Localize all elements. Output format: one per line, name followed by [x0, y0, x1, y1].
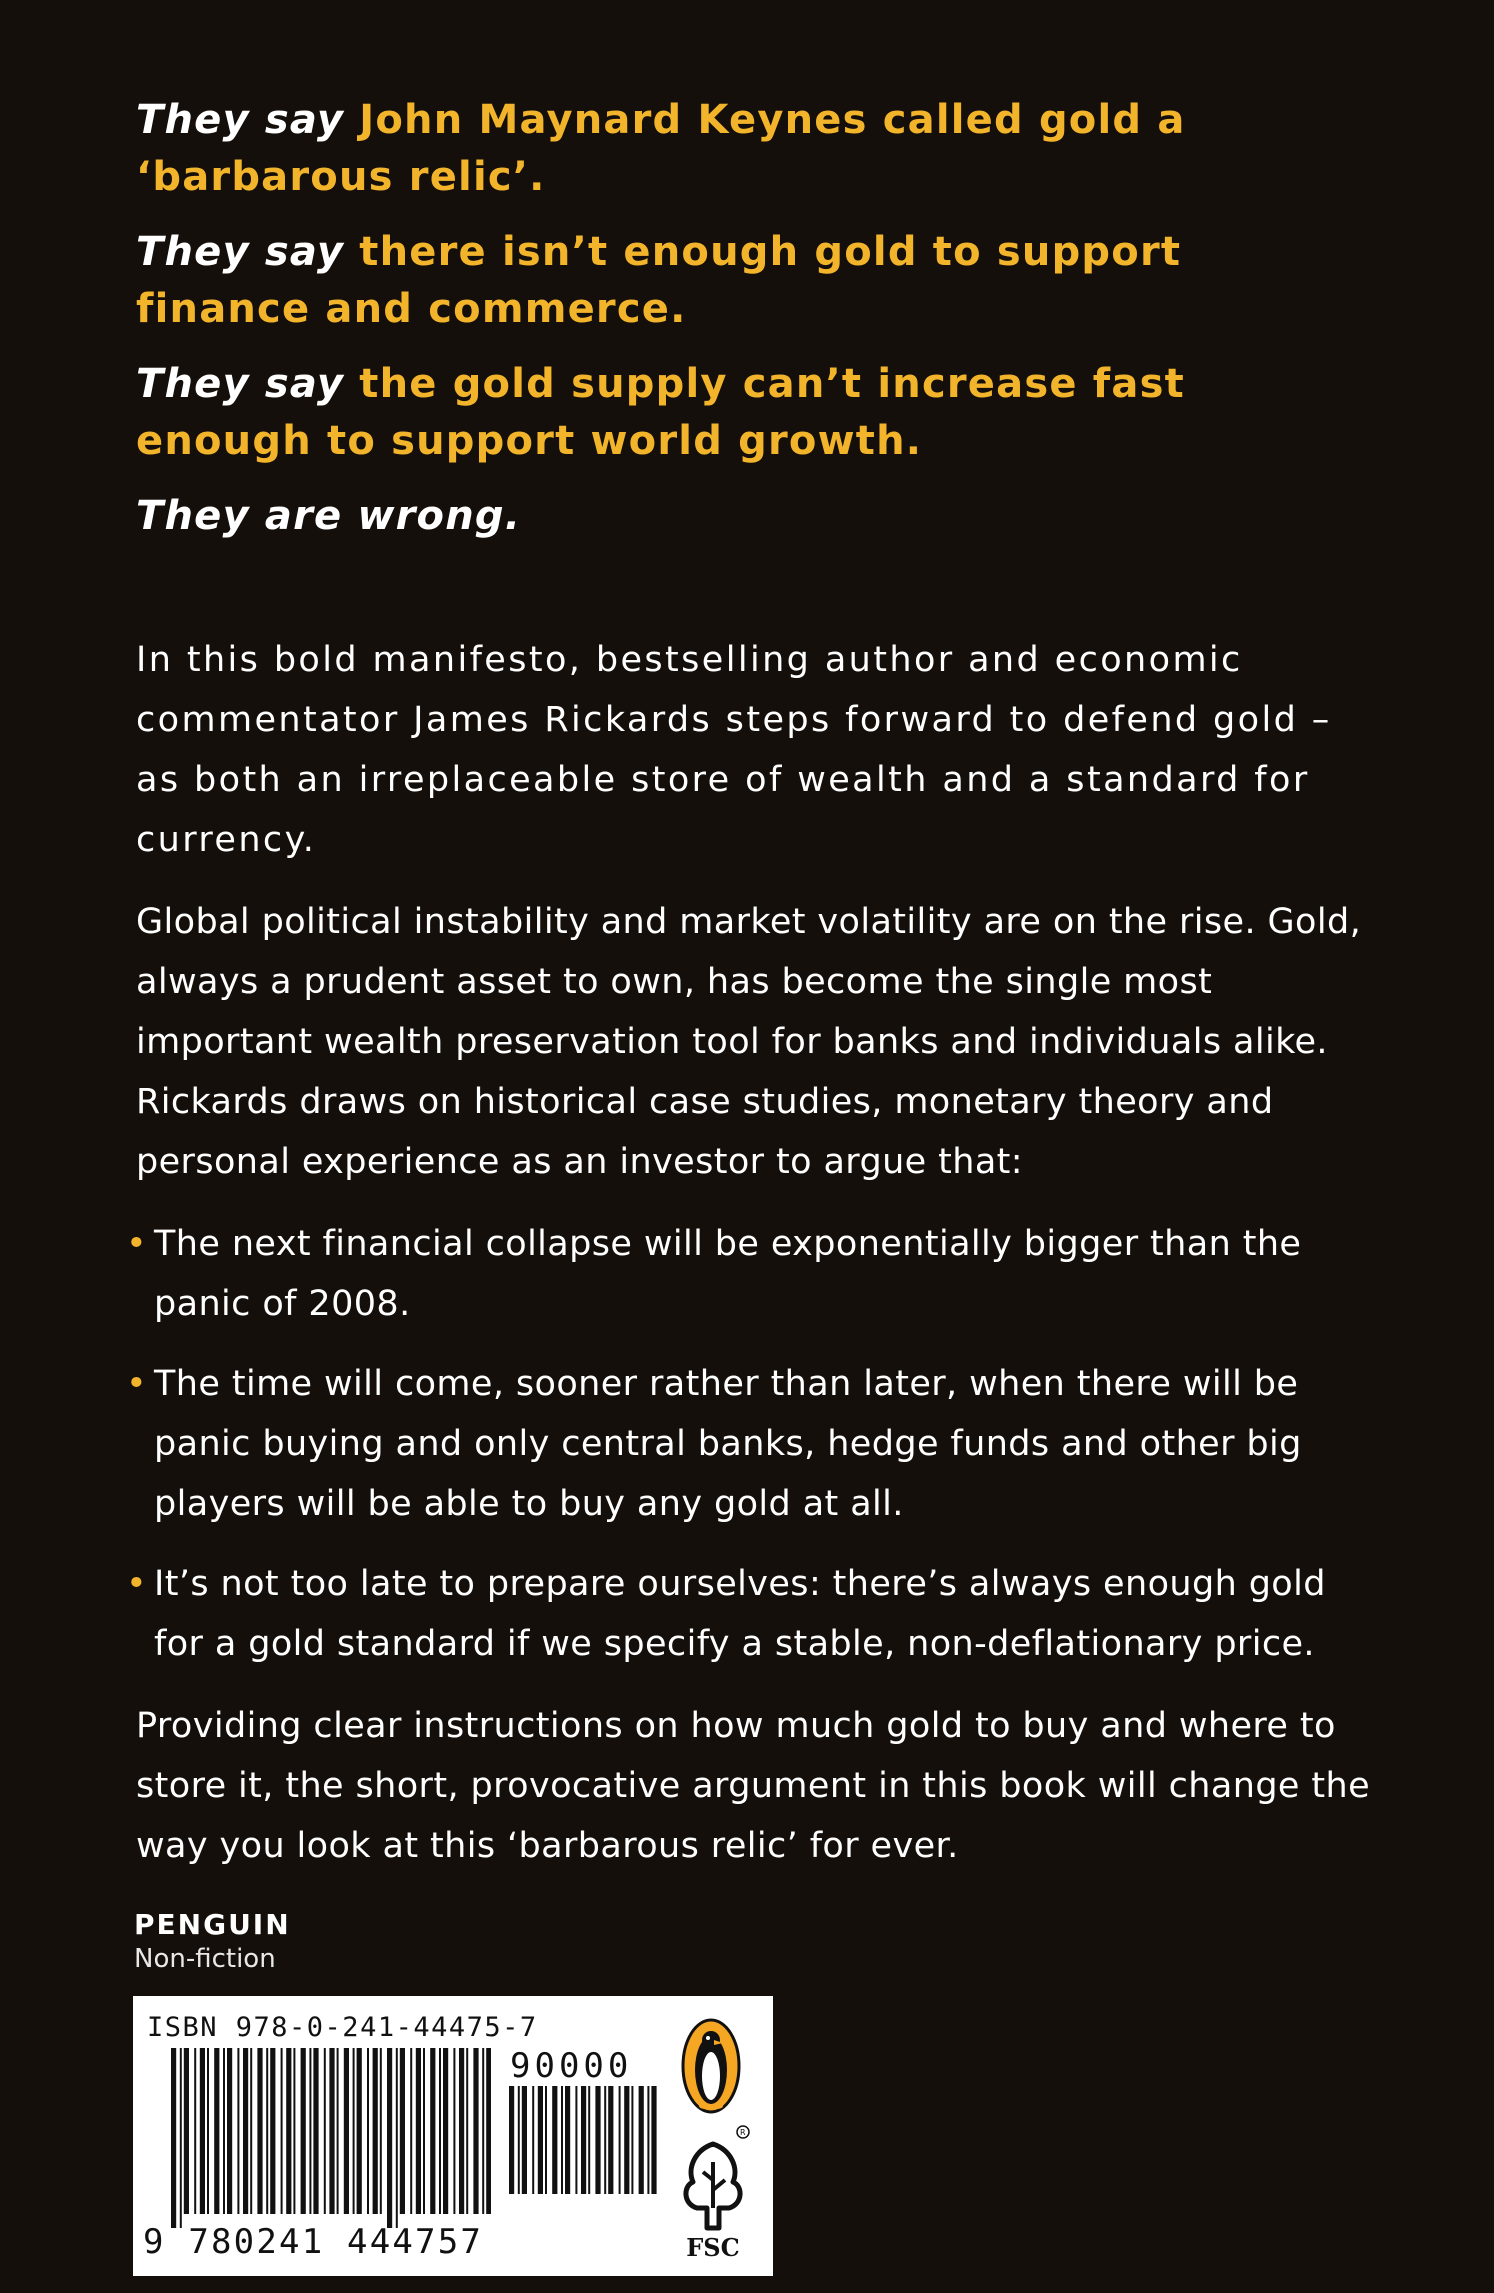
quote-3: They say the gold supply can’t increase fast enough to support world growth.: [136, 361, 1185, 464]
bullet-dot-icon: •: [126, 1564, 148, 1604]
barcode-bar: [380, 2048, 382, 2214]
svg-text:R: R: [740, 2128, 746, 2137]
barcode-bar: [482, 2048, 484, 2214]
context-paragraph: Global political instability and market volatility are on the rise. Gold, always a prudent asset to own, has become the single most important wealth preservation tool for banks and individuals alike. Rickards draws on historical case studies, monetary theory and personal experience as an investor to argue that:: [136, 902, 1362, 1182]
list-item: • The next financial collapse will be exponentially bigger than the panic of 2008.: [136, 1214, 1372, 1334]
barcode-bar: [619, 2086, 621, 2194]
barcode-bar: [647, 2086, 649, 2194]
barcode-bar: [430, 2048, 435, 2214]
list-item: • The time will come, sooner rather than later, when there will be panic buying and only central banks, hedge funds and other big players will be able to buy any gold at all.: [136, 1354, 1372, 1534]
barcode-bar: [184, 2048, 189, 2214]
barcode-bar: [344, 2048, 349, 2214]
barcode-bar: [565, 2086, 570, 2194]
barcode-panel: [133, 1996, 773, 2276]
barcode-bar: [443, 2048, 448, 2214]
outro-paragraph: Providing clear instructions on how much gold to buy and where to store it, the short, provocative argument in this book will change the way you look at this ‘barbarous relic’ for ever.: [136, 1706, 1371, 1866]
barcode-bar: [373, 2048, 378, 2214]
barcode-bar: [639, 2086, 644, 2194]
closing-line: They are wrong.: [136, 493, 522, 539]
barcode-bar: [509, 2086, 514, 2194]
ean-digits: 9 780241 444757: [143, 2222, 484, 2262]
blurb-body: [126, 630, 1372, 1898]
barcode-bar: [588, 2086, 590, 2194]
barcode-bar: [459, 2048, 464, 2214]
addon-barcode-icon: [509, 2086, 659, 2208]
barcode-bar: [257, 2048, 262, 2214]
barcode-bar: [631, 2086, 633, 2194]
barcode-bar: [266, 2048, 268, 2214]
barcode-bar: [286, 2048, 291, 2214]
bullet-dot-icon: •: [126, 1364, 148, 1404]
fsc-tree-logo-icon: [673, 2124, 753, 2264]
ean-barcode-icon: [171, 2048, 491, 2228]
barcode-bar: [575, 2086, 577, 2194]
barcode-bar: [357, 2048, 362, 2214]
barcode-bar: [604, 2086, 606, 2194]
barcode-bar: [367, 2048, 369, 2214]
barcode-bar: [293, 2048, 295, 2214]
barcode-bar: [243, 2048, 248, 2214]
fsc-label: FSC: [686, 2233, 740, 2262]
barcode-bar: [396, 2048, 398, 2228]
barcode-bar: [309, 2048, 311, 2214]
barcode-bar: [301, 2048, 306, 2214]
barcode-bar: [281, 2048, 283, 2214]
bullet-dot-icon: •: [126, 1224, 148, 1264]
barcode-bar: [473, 2048, 478, 2214]
barcode-bar: [561, 2086, 563, 2194]
barcode-bar: [387, 2048, 392, 2228]
barcode-bar: [214, 2048, 219, 2214]
barcode-bar: [237, 2048, 239, 2214]
barcode-bar: [227, 2048, 232, 2214]
barcode-bar: [416, 2048, 421, 2214]
quote-1: They say John Maynard Keynes called gold a ‘barbarous relic’.: [136, 97, 1186, 200]
barcode-bar: [522, 2086, 527, 2194]
barcode-bar: [538, 2086, 543, 2194]
quote-2: They say there isn’t enough gold to support finance and commerce.: [136, 229, 1182, 332]
barcode-bar: [400, 2048, 405, 2214]
barcode-bar: [223, 2048, 225, 2214]
barcode-bar: [595, 2086, 600, 2194]
publisher-imprint: [134, 1908, 291, 1976]
barcode-bar: [337, 2048, 339, 2214]
barcode-bar: [423, 2048, 425, 2214]
penguin-logo-icon: [681, 2014, 741, 2114]
addon-digits: 90000: [510, 2046, 633, 2086]
isbn-label: ISBN 978-0-241-44475-7: [147, 2012, 538, 2043]
barcode-bar: [250, 2048, 252, 2214]
barcode-bar: [624, 2086, 629, 2194]
argument-list: [126, 1214, 1372, 1674]
publisher-name: PENGUIN: [134, 1908, 291, 1941]
barcode-bar: [270, 2048, 275, 2214]
barcode-bar: [180, 2048, 182, 2228]
barcode-bar: [545, 2086, 547, 2194]
barcode-bar: [200, 2048, 205, 2214]
barcode-bar: [486, 2048, 491, 2214]
barcode-bar: [329, 2048, 334, 2214]
barcode-bar: [324, 2048, 326, 2214]
barcode-bar: [532, 2086, 534, 2194]
barcode-bar: [313, 2048, 318, 2214]
barcode-bar: [552, 2086, 557, 2194]
barcode-bar: [194, 2048, 196, 2214]
intro-paragraph: In this bold manifesto, bestselling author and economic commentator James Rickards steps forward to defend gold – as both an irreplaceable store of wealth and a standard for currency.: [136, 640, 1332, 860]
barcode-bar: [207, 2048, 209, 2214]
barcode-bar: [439, 2048, 441, 2214]
barcode-bar: [651, 2086, 656, 2194]
barcode-bar: [518, 2086, 520, 2194]
barcode-bar: [410, 2048, 412, 2214]
publisher-category: Non-fiction: [134, 1944, 276, 1974]
barcode-bar: [171, 2048, 176, 2228]
barcode-bar: [581, 2086, 586, 2194]
list-item: • It’s not too late to prepare ourselves: there’s always enough gold for a gold standard if we specify a stable, non-deflationary price.: [136, 1554, 1372, 1674]
barcode-bar: [608, 2086, 613, 2194]
quotes-block: [136, 92, 1366, 563]
barcode-bar: [353, 2048, 355, 2214]
barcode-bar: [453, 2048, 455, 2214]
barcode-bar: [466, 2048, 468, 2214]
